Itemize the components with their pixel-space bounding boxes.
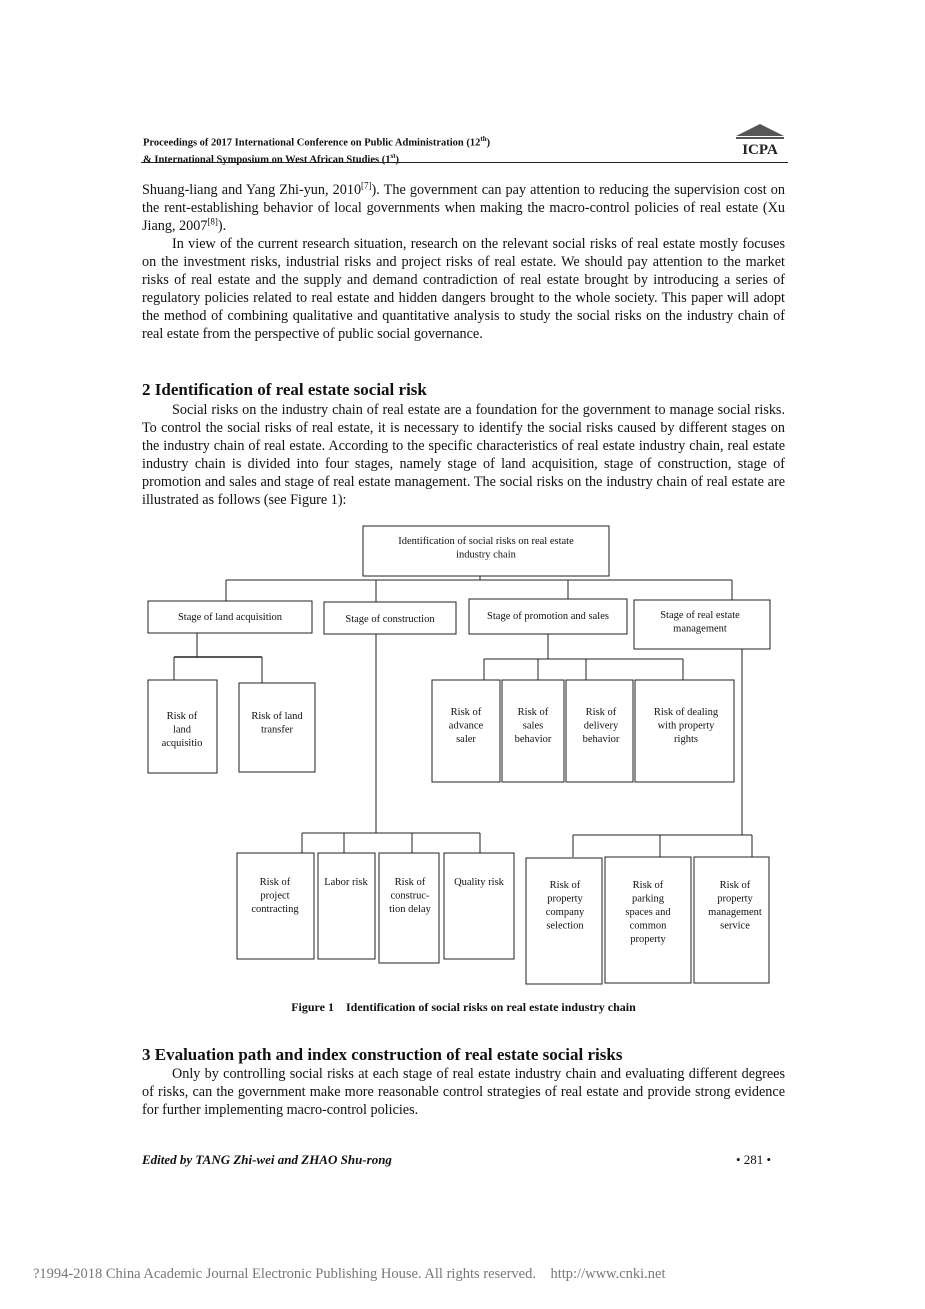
figure-1-diagram — [142, 518, 785, 990]
label-line: Risk of — [166, 711, 198, 722]
label-line: Stage of promotion and sales — [487, 611, 609, 622]
label-line: property — [547, 893, 583, 905]
section-2-paragraph: Social risks on the industry chain of real estate are a foundation for the government to manage social risks. To control the social risks of real estate, it is necessary to identify the social risks caused by different stages on the industry chain of real estate. According to the specific characteristics of real estate industry chain, real estate industry chain is divided into four stages, namely stage of land acquisition, stage of construction, stage of promotion and sales and stage of real estate management. The social risks on the industry chain of real estate are illustrated as follows (see Figure 1): — [142, 402, 785, 508]
page-number: • 281 • — [736, 1152, 772, 1167]
label-line: Risk of — [585, 707, 617, 718]
label-line: Risk of — [259, 877, 291, 888]
label-line: land — [172, 724, 192, 736]
label-line: delivery — [583, 720, 619, 732]
label-line: management — [673, 623, 727, 635]
label-line: Risk of — [394, 877, 426, 888]
risk-sales-label — [515, 707, 552, 745]
label-line: construc- — [390, 890, 430, 902]
label-line: Risk of land — [251, 711, 303, 722]
header-line-2: & International Symposium on West African Studies (1st) — [143, 151, 400, 165]
label-line: parking — [631, 893, 665, 905]
risk-construction-delay-label — [389, 877, 431, 915]
label-line: Risk of — [632, 880, 664, 891]
label-line: management — [708, 907, 762, 918]
risk-company-label — [546, 880, 585, 932]
label-line: contracting — [251, 904, 299, 915]
stage-land-label — [178, 612, 283, 623]
label-line: Quality risk — [454, 877, 504, 888]
label-line: property — [630, 934, 666, 945]
label-line: tion delay — [389, 904, 431, 915]
label-line: company — [545, 907, 585, 918]
label-line: Labor risk — [324, 877, 368, 888]
risk-delivery-label — [583, 707, 620, 745]
risk-dealing-label — [654, 707, 719, 745]
label-line: Stage of land acquisition — [177, 612, 283, 623]
label-line: Risk of — [549, 880, 581, 891]
risk-project-label — [251, 877, 299, 915]
stage-management-label — [660, 610, 740, 635]
label-line: advance — [448, 720, 484, 732]
risk-parking-label — [625, 880, 671, 945]
stage-construction-label — [345, 614, 435, 625]
label-line: Stage of construction — [345, 614, 435, 625]
risk-land-transfer-label — [251, 711, 303, 736]
risk-labor-label — [324, 877, 368, 888]
label-line: Risk of — [719, 880, 751, 891]
label-line: Risk of dealing — [653, 707, 719, 718]
label-line: sales — [522, 720, 544, 732]
header-line-1: Proceedings of 2017 International Conference on Public Administration (12th) — [143, 135, 491, 149]
section-2-heading: 2 Identification of real estate social risk — [142, 380, 427, 399]
label-line: Stage of real estate — [660, 610, 740, 621]
risk-quality-label — [454, 877, 505, 888]
label-line: property — [717, 893, 753, 905]
section-3-paragraph: Only by controlling social risks at each stage of real estate industry chain and evaluating different degrees of risks, can the government make more reasonable control strategies of real estate and provide strong evidence for further implementing macro-control policies. — [142, 1066, 785, 1118]
label-line: behavior — [514, 734, 552, 745]
label-line: transfer — [260, 724, 294, 736]
icpa-logo — [732, 123, 788, 159]
risk-labor-box — [318, 853, 375, 959]
risk-advance-label — [449, 707, 484, 745]
label-line: common — [629, 920, 667, 932]
label-line: rights — [674, 734, 698, 745]
label-line: selection — [546, 920, 584, 932]
risk-quality-box — [444, 853, 514, 959]
paragraph-research-situation: In view of the current research situation, research on the relevant social risks of real estate mostly focuses on the investment risks, industrial risks and project risks of real estate. We should pay attention to the market risks of real estate and the supply and demand contradiction of real estate brought by introducing a series of regulatory policies related to real estate and hidden dangers brought to the whole society. This paper will adopt the method of combining qualitative and quantitative analysis to study the social risks on the industry chain of real estate from the perspective of public social governance. — [142, 236, 785, 342]
label-line: Identification of social risks on real estate — [398, 536, 574, 547]
header-rule — [141, 162, 788, 163]
figure-caption: Figure 1 Identification of social risks on real estate industry chain — [291, 1000, 636, 1014]
editors-footer: Edited by TANG Zhi-wei and ZHAO Shu-rong — [142, 1152, 392, 1167]
label-line: Risk of — [450, 707, 482, 718]
label-line: acquisitio — [161, 738, 203, 749]
label-line: Risk of — [517, 707, 549, 718]
section-3-heading: 3 Evaluation path and index construction of real estate social risks — [142, 1045, 623, 1064]
label-line: service — [720, 920, 750, 932]
label-line: saler — [456, 734, 476, 745]
label-line: project — [260, 890, 290, 902]
label-line: behavior — [582, 734, 620, 745]
stage-promotion-label — [487, 611, 609, 622]
logo-text: ICPA — [742, 142, 778, 158]
label-line: industry chain — [456, 549, 516, 561]
paragraph-continued: Shuang-liang and Yang Zhi-yun, 2010[7]). The government can pay attention to reducing the supervision cost on the rent-establishing behavior of local governments when making the macro-control policies of real estate (Xu Jiang, 2007[8]). — [142, 180, 785, 234]
risk-service-label — [708, 880, 762, 932]
copyright-notice: ?1994-2018 China Academic Journal Electronic Publishing House. All rights reserved. http://www.cnki.net — [33, 1266, 666, 1282]
root-label — [398, 536, 574, 561]
risk-land-acq-label — [162, 711, 203, 749]
label-line: spaces and — [625, 907, 671, 918]
label-line: with property — [657, 720, 715, 732]
